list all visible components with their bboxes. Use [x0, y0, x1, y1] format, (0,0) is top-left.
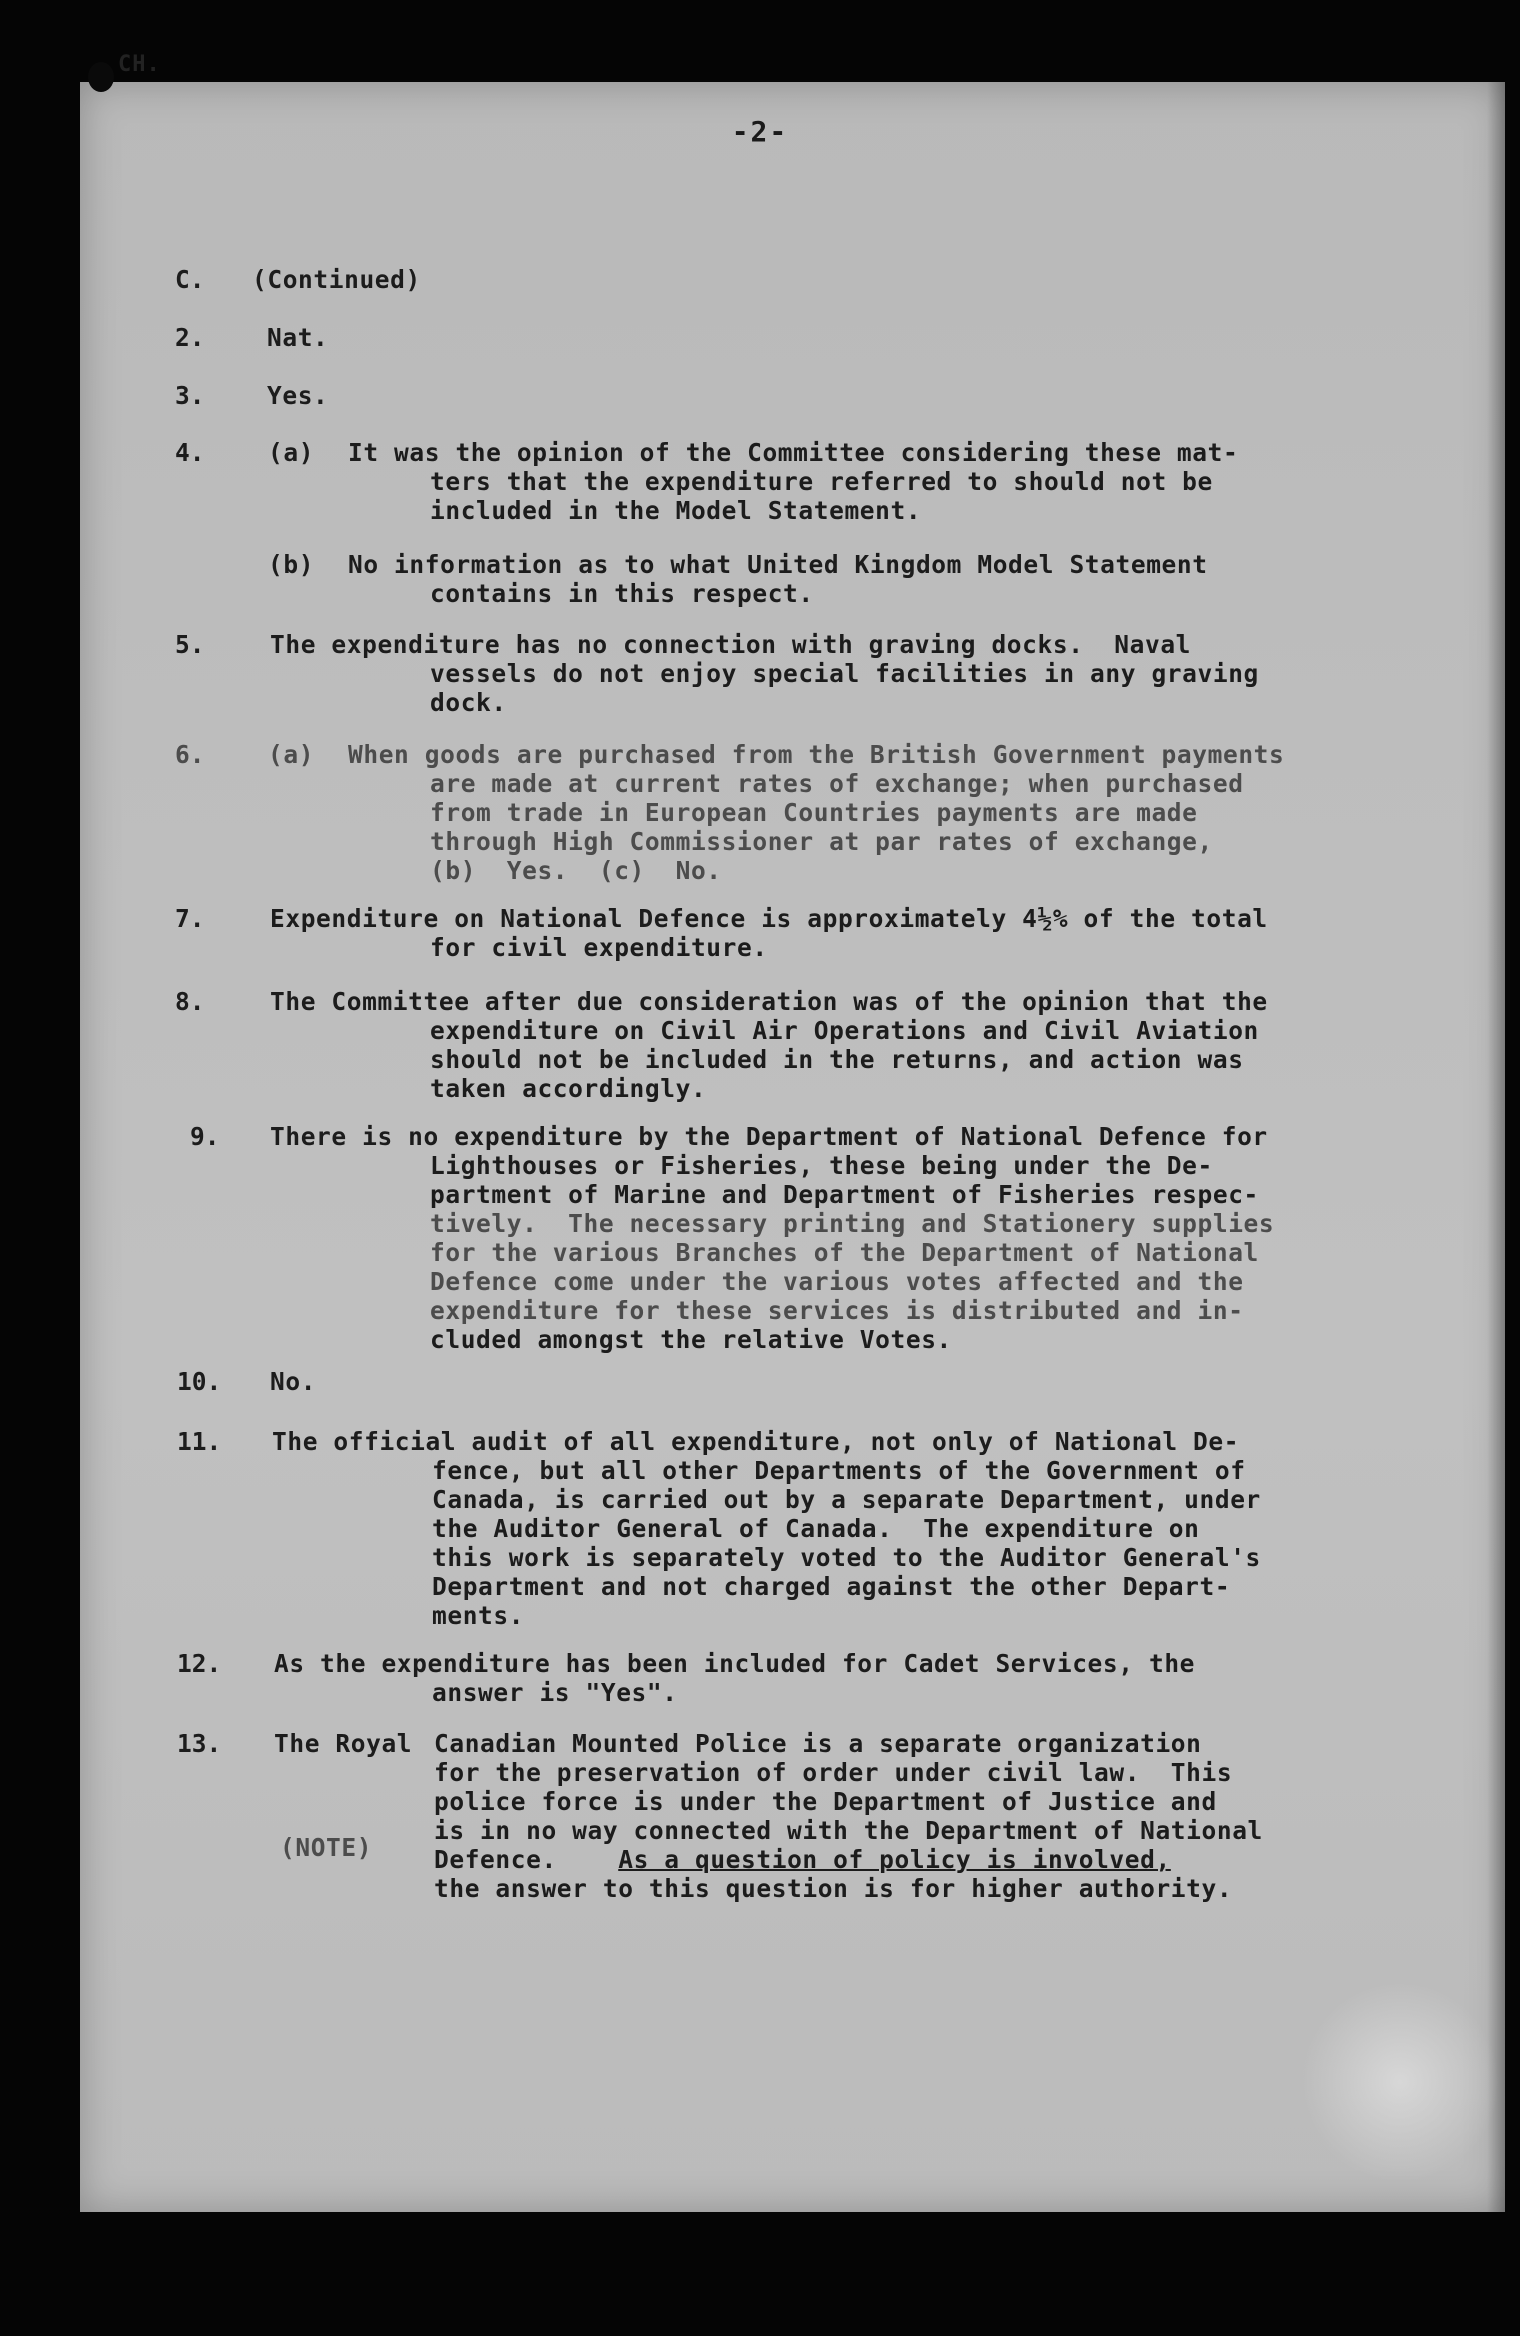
- note-start: Defence.: [434, 1845, 557, 1874]
- item-line: the Auditor General of Canada. The expenditure on: [432, 1514, 1200, 1543]
- item-line-prefix: The Royal: [274, 1729, 413, 1758]
- page-number: -2-: [731, 115, 789, 148]
- item-line: through High Commissioner at par rates of exchange,: [430, 827, 1213, 856]
- item-line: are made at current rates of exchange; when purchased: [430, 769, 1244, 798]
- item-number: 13.: [177, 1729, 222, 1758]
- item-line: (b) Yes. (c) No.: [430, 856, 722, 885]
- item-line: for the preservation of order under civil law. This: [434, 1758, 1233, 1787]
- item-line: ters that the expenditure referred to should not be: [430, 467, 1213, 496]
- sub-item-label: (a): [268, 438, 315, 467]
- item-line: this work is separately voted to the Auditor General's: [432, 1543, 1261, 1572]
- item-line: There is no expenditure by the Department of National Defence for: [270, 1122, 1268, 1151]
- punch-hole-icon: [88, 62, 114, 92]
- item-line: vessels do not enjoy special facilities in any graving: [430, 659, 1259, 688]
- item-line: the answer to this question is for higher authority.: [434, 1874, 1233, 1903]
- item-number: 11.: [177, 1427, 222, 1456]
- item-line: Canadian Mounted Police is a separate organization: [434, 1729, 1202, 1758]
- item-text: Nat.: [267, 323, 329, 352]
- item-number: 12.: [177, 1649, 222, 1678]
- item-line: Department and not charged against the other Depart-: [432, 1572, 1231, 1601]
- item-line: taken accordingly.: [430, 1074, 707, 1103]
- item-line: dock.: [430, 688, 507, 717]
- item-number: 4.: [175, 438, 205, 467]
- item-line: contains in this respect.: [430, 579, 814, 608]
- item-number: 2.: [175, 323, 205, 352]
- item-line: included in the Model Statement.: [430, 496, 922, 525]
- item-line: As the expenditure has been included for Cadet Services, the: [274, 1649, 1196, 1678]
- underlined-phrase: As a question of policy is involved,: [618, 1845, 1171, 1874]
- note-label: (NOTE): [280, 1833, 373, 1862]
- item-line: cluded amongst the relative Votes.: [430, 1325, 952, 1354]
- item-line: from trade in European Countries payments are made: [430, 798, 1198, 827]
- item-line: expenditure on Civil Air Operations and Civil Aviation: [430, 1016, 1259, 1045]
- item-number: 9.: [190, 1122, 220, 1151]
- sub-item-label: (a): [268, 740, 315, 769]
- item-line: tively. The necessary printing and Stationery supplies: [430, 1209, 1275, 1238]
- item-line: Expenditure on National Defence is approximately 4½% of the total: [270, 904, 1268, 933]
- item-line: for civil expenditure.: [430, 933, 768, 962]
- item-line: for the various Branches of the Department of National: [430, 1238, 1259, 1267]
- item-line: When goods are purchased from the British Government payments: [348, 740, 1285, 769]
- item-line: The Committee after due consideration was of the opinion that the: [270, 987, 1268, 1016]
- item-line: fence, but all other Departments of the Government of: [432, 1456, 1246, 1485]
- page-edge-shadow: [1487, 82, 1505, 2212]
- item-number: 3.: [175, 381, 205, 410]
- item-line: should not be included in the returns, and action was: [430, 1045, 1244, 1074]
- item-line: is in no way connected with the Department of National: [434, 1816, 1263, 1845]
- item-line: Canada, is carried out by a separate Department, under: [432, 1485, 1261, 1514]
- item-line: [434, 1845, 1171, 1874]
- item-line: expenditure for these services is distributed and in-: [430, 1296, 1244, 1325]
- item-number: 7.: [175, 904, 205, 933]
- section-note: (Continued): [252, 265, 421, 294]
- sub-item-label: (b): [268, 550, 315, 579]
- item-line: No information as to what United Kingdom Model Statement: [348, 550, 1208, 579]
- item-text: No.: [270, 1367, 317, 1396]
- item-text: Yes.: [267, 381, 329, 410]
- section-label: C.: [175, 265, 205, 294]
- paper-blemish: [1300, 1982, 1500, 2182]
- item-number: 10.: [177, 1367, 222, 1396]
- item-number: 8.: [175, 987, 205, 1016]
- item-line: The expenditure has no connection with graving docks. Naval: [270, 630, 1192, 659]
- item-line: ments.: [432, 1601, 525, 1630]
- corner-mark: CH.: [118, 52, 161, 77]
- item-line: Defence come under the various votes affected and the: [430, 1267, 1244, 1296]
- item-line: It was the opinion of the Committee considering these mat-: [348, 438, 1239, 467]
- item-line: answer is "Yes".: [432, 1678, 678, 1707]
- item-line: partment of Marine and Department of Fisheries respec-: [430, 1180, 1259, 1209]
- item-number: 5.: [175, 630, 205, 659]
- item-line: police force is under the Department of Justice and: [434, 1787, 1217, 1816]
- item-line: Lighthouses or Fisheries, these being under the De-: [430, 1151, 1213, 1180]
- item-number: 6.: [175, 740, 205, 769]
- item-line: The official audit of all expenditure, not only of National De-: [272, 1427, 1240, 1456]
